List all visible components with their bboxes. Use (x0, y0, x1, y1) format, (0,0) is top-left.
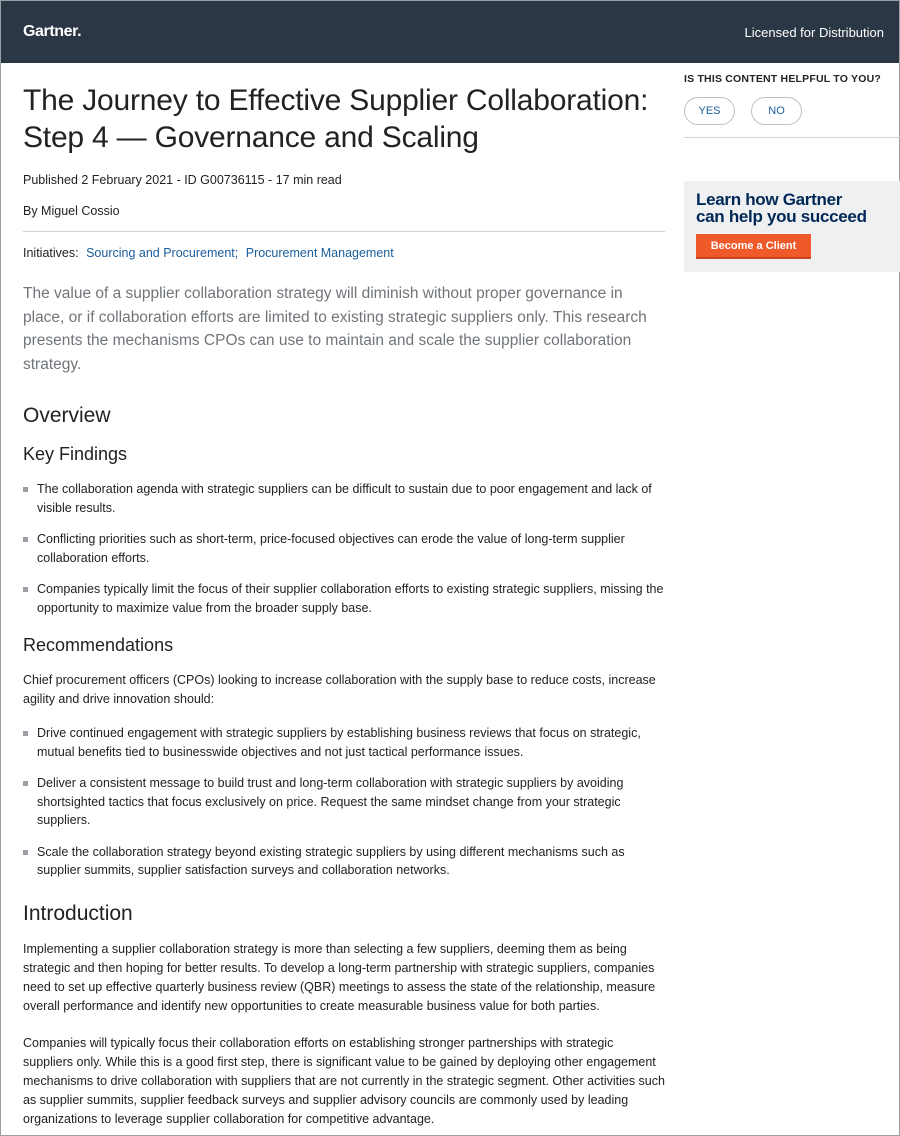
initiative-link-procurement[interactable]: Procurement Management (245, 246, 394, 260)
bullet-icon (23, 587, 28, 592)
list-item-text: Conflicting priorities such as short-term, price-focused objectives can erode the value of long-term supplier collaboration efforts. (37, 532, 625, 565)
key-findings-heading: Key Findings (23, 444, 128, 464)
recommendations-list (23, 724, 665, 880)
introduction-heading: Introduction (23, 901, 133, 925)
bullet-icon (23, 731, 28, 736)
helpful-question: IS THIS CONTENT HELPFUL TO YOU? (684, 73, 881, 85)
list-item-text: Scale the collaboration strategy beyond existing strategic suppliers by using different mechanisms such as supplier summits, supplier satisfaction surveys and collaboration networks. (37, 844, 625, 877)
sidebar (684, 63, 900, 272)
no-button[interactable]: NO (751, 97, 802, 125)
page-title (23, 82, 665, 156)
promo-box (684, 181, 900, 272)
list-item (23, 843, 665, 880)
title-line-1: The Journey to Effective Supplier Collaboration: (23, 84, 649, 117)
list-item (23, 530, 665, 567)
intro-paragraph-1: Implementing a supplier collaboration strategy is more than selecting a few suppliers, deeming them as being strategic and then hoping for better results. To develop a long-term partnership with strategic suppliers, companies need to set up effective quarterly business review (QBR) meetings to assess the state of the relationship, measure overall performance and identify new opportunities to create measurable business value for both parties. (23, 941, 656, 1013)
publish-meta: Published 2 February 2021 - ID G00736115 - 17 min read (23, 173, 342, 187)
key-findings-list (23, 480, 665, 617)
overview-heading: Overview (23, 404, 111, 427)
list-item (23, 774, 665, 830)
article-main (23, 63, 665, 1129)
promo-line-2: can help you succeed (696, 207, 867, 226)
bullet-icon (23, 781, 28, 786)
sidebar-divider (684, 137, 900, 138)
bullet-icon (23, 487, 28, 492)
bullet-icon (23, 537, 28, 542)
initiatives-row (23, 246, 665, 260)
initiatives-label: Initiatives: (23, 246, 79, 260)
list-item (23, 480, 665, 517)
helpful-buttons (684, 97, 900, 125)
initiative-link-sourcing[interactable]: Sourcing and Procurement; (86, 246, 239, 260)
yes-button[interactable]: YES (684, 97, 735, 125)
list-item-text: Drive continued engagement with strategic suppliers by establishing business reviews that focus on strategic, mutual benefits tied to businesswide objectives and not just tactical performance issues. (37, 726, 641, 759)
top-bar (1, 1, 899, 63)
recommendations-heading: Recommendations (23, 635, 174, 655)
recommendations-intro: Chief procurement officers (CPOs) looking to increase collaboration with the supply base to reduce costs, increase agility and drive innovation should: (23, 673, 656, 706)
gartner-logo[interactable]: Gartner. (23, 23, 82, 40)
intro-paragraph-2: Companies will typically focus their collaboration efforts on establishing stronger partnerships with strategic suppliers only. While this is a good first step, there is significant value to be gained by deploying other engagement mechanisms to drive collaboration with suppliers that are not currently in the strategic segment. Other activities such as supplier summits, supplier feedback surveys and supplier advisory councils are commonly used by leading organizations to leverage supplier collaboration for competitive advantage. (23, 1035, 665, 1126)
promo-line-1: Learn how Gartner (696, 190, 843, 209)
list-item-text: The collaboration agenda with strategic suppliers can be difficult to sustain due to poor engagement and lack of visible results. (37, 482, 652, 515)
list-item-text: Companies typically limit the focus of their supplier collaboration efforts to existing strategic suppliers, missing the opportunity to maximize value from the broader supply base. (37, 582, 664, 615)
license-label: Licensed for Distribution (744, 24, 884, 40)
divider (23, 231, 665, 232)
list-item (23, 724, 665, 761)
title-line-2: Step 4 — Governance and Scaling (23, 121, 479, 154)
promo-heading (696, 191, 900, 225)
become-client-button[interactable]: Become a Client (696, 234, 811, 259)
bullet-icon (23, 850, 28, 855)
author-byline: By Miguel Cossio (23, 204, 120, 218)
article-summary: The value of a supplier collaboration strategy will diminish without proper governance in place, or if collaboration efforts are limited to existing strategic suppliers only. This research presents the mechanisms CPOs can use to maintain and scale the supplier collaboration strategy. (23, 285, 647, 373)
list-item-text: Deliver a consistent message to build trust and long-term collaboration with strategic suppliers by avoiding shortsighted tactics that focus exclusively on price. Request the same mindset change from your strategic suppliers. (37, 776, 624, 827)
list-item (23, 580, 665, 617)
